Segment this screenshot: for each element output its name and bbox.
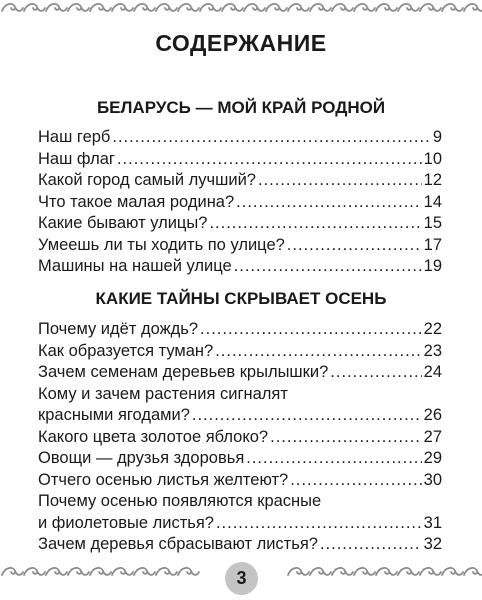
wave-ornament (2, 568, 23, 575)
wave-ornament (288, 568, 309, 575)
dot-leader (330, 362, 421, 384)
section-title-autumn: КАКИЕ ТАЙНЫ СКРЫВАЕТ ОСЕНЬ (95, 289, 387, 308)
toc-entry-page: 10 (423, 149, 442, 168)
section-title-belarus: БЕЛАРУСЬ — МОЙ КРАЙ РОДНОЙ (96, 98, 386, 117)
toc-entry-title: Какие бывают улицы? (38, 214, 208, 232)
dot-leader (270, 427, 422, 449)
toc-entry-page: 23 (423, 341, 442, 360)
wave-ornament (178, 568, 199, 575)
wave-ornament (398, 568, 419, 575)
wave-ornament (134, 4, 155, 11)
toc-entry-title: и фиолетовые листья? (38, 513, 214, 532)
toc-entry-title: Умеешь ли ты ходить по улице? (38, 235, 285, 254)
toc-entry-page: 19 (423, 257, 442, 275)
wave-ornament (310, 568, 331, 575)
toc-entry-title: Отчего осенью листья желтеют? (38, 470, 289, 489)
wave-ornament (156, 4, 177, 11)
toc-entry-page: 32 (423, 535, 442, 553)
toc-entry-title: Наш герб (38, 128, 111, 146)
toc-entry-title: Зачем семенам деревьев крылышки? (38, 363, 329, 381)
toc-entry[interactable] (38, 256, 442, 278)
page-number-badge: 3 (225, 562, 258, 595)
wave-ornament (354, 4, 375, 11)
dot-leader (117, 149, 422, 171)
toc-entry-title: Наш флаг (38, 149, 115, 168)
toc-entry-title: Как образуется туман? (38, 341, 214, 360)
top-ornament-border (0, 0, 482, 16)
wave-ornament (266, 4, 287, 11)
top-ornament-pattern (0, 0, 482, 16)
wave-ornament (46, 568, 67, 575)
wave-ornament (398, 4, 419, 11)
wave-ornament (288, 4, 309, 11)
wave-ornament (68, 4, 89, 11)
toc-entry-title: Машины на нашей улице (38, 257, 232, 275)
toc-entry[interactable] (38, 170, 442, 192)
wave-ornament (332, 4, 353, 11)
wave-ornament (112, 568, 133, 575)
toc-entry[interactable] (38, 149, 442, 171)
wave-ornament (376, 568, 397, 575)
dot-leader (236, 192, 421, 214)
toc-entry-page: 24 (423, 363, 442, 381)
page-title: СОДЕРЖАНИЕ (155, 30, 327, 56)
toc-entry[interactable] (38, 448, 442, 470)
toc-entry[interactable] (38, 470, 442, 492)
wave-ornament (90, 4, 111, 11)
toc-entry-title: Какой город самый лучший? (38, 171, 256, 189)
dot-leader (192, 405, 422, 427)
toc-entry-title: Овощи — друзья здоровья (38, 449, 245, 467)
toc-entry-title: красными ягодами? (38, 406, 190, 424)
wave-ornament (46, 4, 67, 11)
wave-ornament (24, 4, 45, 11)
dot-leader (287, 235, 422, 257)
toc-entry-page: 30 (423, 470, 442, 489)
toc-entry-page: 31 (423, 513, 442, 532)
toc-entry-page: 9 (432, 128, 442, 146)
dot-leader (215, 341, 421, 363)
toc-list-belarus (38, 127, 442, 278)
wave-ornament (156, 568, 177, 575)
wave-ornament (200, 4, 221, 11)
toc-entry[interactable] (38, 341, 442, 363)
toc-entry-page: 12 (423, 171, 442, 189)
dot-leader (320, 534, 422, 556)
wave-ornament (420, 4, 441, 11)
wave-ornament (222, 4, 243, 11)
wave-ornament (244, 4, 265, 11)
toc-entry[interactable] (38, 127, 442, 149)
wave-ornament (112, 4, 133, 11)
wave-ornament (420, 568, 441, 575)
dot-leader (209, 213, 421, 235)
toc-entry[interactable] (38, 319, 442, 341)
toc-entry-title: Зачем деревья сбрасывают листья? (38, 535, 318, 553)
dot-leader (246, 448, 421, 470)
toc-entry-title: Почему идёт дождь? (38, 320, 199, 338)
wave-ornament (442, 568, 463, 575)
toc-entry-title-line1: Кому и зачем растения сигналят (38, 384, 288, 403)
toc-entry[interactable] (38, 362, 442, 384)
wave-ornament (332, 568, 353, 575)
dot-leader (258, 170, 422, 192)
toc-entry[interactable] (38, 427, 442, 449)
toc-entry-page: 22 (423, 320, 442, 338)
toc-list-autumn (38, 319, 442, 556)
wave-ornament (354, 568, 375, 575)
toc-entry[interactable] (38, 384, 442, 427)
wave-ornament (464, 4, 482, 11)
wave-ornament (178, 4, 199, 11)
wave-ornament (68, 568, 89, 575)
wave-ornament (90, 568, 111, 575)
dot-leader (234, 256, 422, 278)
toc-entry-page: 29 (423, 449, 442, 467)
toc-entry-title: Какого цвета золотое яблоко? (38, 427, 269, 446)
toc-entry-title-line1: Почему осенью появляются красные (38, 492, 322, 510)
dot-leader (216, 513, 422, 535)
wave-ornament (2, 4, 23, 11)
toc-entry-title: Что такое малая родина? (38, 192, 235, 211)
toc-entry-page: 27 (423, 427, 442, 446)
wave-ornament (310, 4, 331, 11)
toc-entry-page: 15 (423, 214, 442, 232)
wave-ornament (464, 568, 482, 575)
toc-entry[interactable] (38, 534, 442, 556)
toc-entry[interactable] (38, 235, 442, 257)
toc-entry-page: 17 (423, 235, 442, 254)
dot-leader (112, 127, 430, 149)
toc-entry[interactable] (38, 491, 442, 534)
wave-ornament (376, 4, 397, 11)
dot-leader (200, 319, 422, 341)
toc-entry[interactable] (38, 192, 442, 214)
wave-ornament (442, 4, 463, 11)
wave-ornament (134, 568, 155, 575)
toc-entry-page: 14 (423, 192, 442, 211)
wave-ornament (24, 568, 45, 575)
dot-leader (290, 470, 421, 492)
toc-entry-page: 26 (423, 406, 442, 424)
toc-entry[interactable] (38, 213, 442, 235)
